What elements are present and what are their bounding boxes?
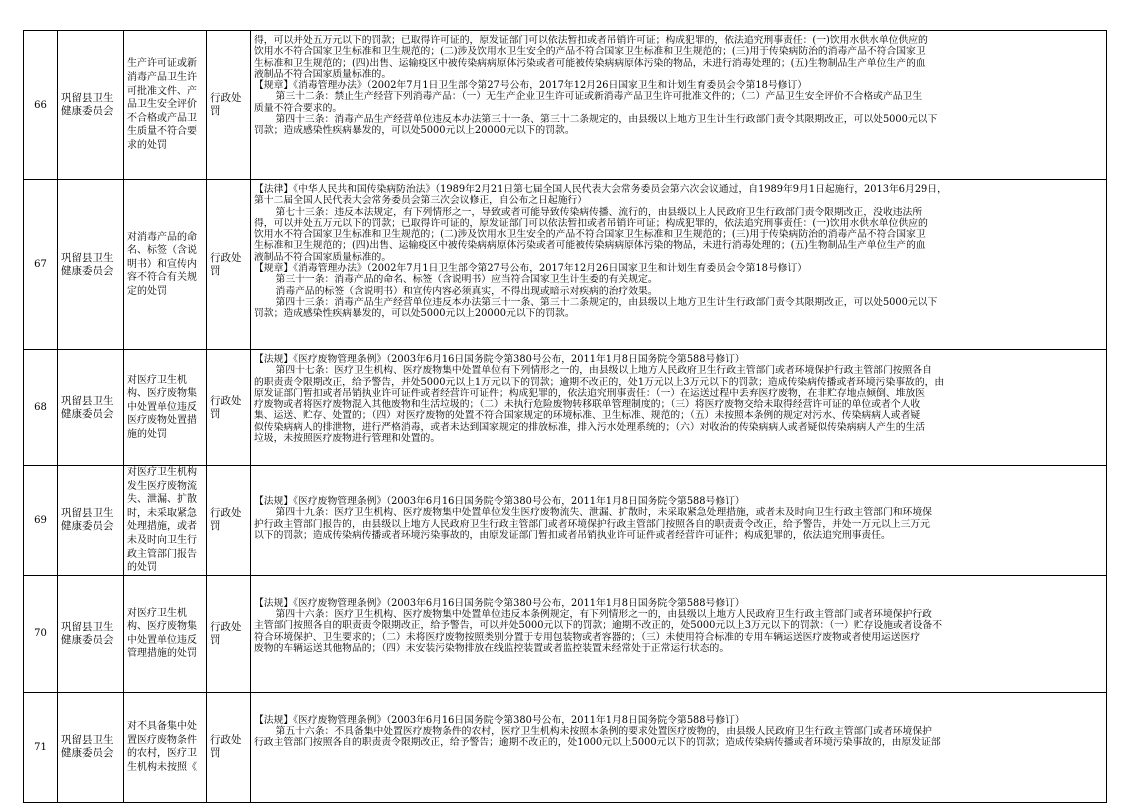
legal-basis-line: 主管部门按照各自的职责责令限期改正，给予警告，可以并处5000元以下的罚款；逾期不改正的，处5000元以上3万元以下的罚款：（一）贮存设施或者设备不 — [254, 620, 942, 632]
legal-basis-line: 的职责责令限期改正，给予警告，并处5000元以上1万元以下的罚款；逾期不改正的，处1万元以上3万元以下的罚款；造成传染病传播或者环境污染事故的，由 — [254, 376, 945, 388]
legal-basis-line: 垃圾，未按照医疗废物进行管理和处置的。 — [254, 433, 441, 445]
item-name: 对医疗卫生机构、医疗废物集中处置单位违反管理措施的处罚 — [124, 575, 207, 692]
legal-basis-line: 液制品不符合国家质量标准的。 — [254, 251, 392, 263]
department-name: 巩留县卫生健康委员会 — [58, 350, 124, 466]
legal-basis-line: 饮用水不符合国家卫生标准和卫生规范的；(二)涉及饮用水卫生安全的产品不符合国家卫生标准和卫生规范的；(三)用于传染病防治的消毒产品不符合国家卫 — [254, 229, 926, 241]
legal-basis-line: 【法律】《中华人民共和国传染病防治法》（1989年2月21日第七届全国人民代表大会常务委员会第六次会议通过，自1989年9月1日起施行，2013年6月29日， — [254, 184, 947, 195]
row-number: 71 — [24, 692, 58, 802]
legal-basis-line: 第四十六条：医疗卫生机构、医疗废物集中处置单位违反本条例规定，有下列情形之一的，由县级以上地方人民政府卫生行政主管部门或者环境保护行政 — [275, 609, 932, 621]
legal-basis-line: 液制品不符合国家质量标准的。 — [254, 68, 392, 80]
enforcement-table — [23, 30, 1107, 803]
legal-basis-line: 消毒产品的标签（含说明书）和宣传内容必须真实，不得出现或暗示对疾病的治疗效果。 — [275, 285, 658, 297]
row-number: 69 — [24, 466, 58, 576]
legal-basis-line: 第四十三条：消毒产品生产经营单位违反本办法第三十一条、第三十二条规定的，由县级以上地方卫生计生行政部门责令其限期改正，可以处5000元以下 — [275, 296, 938, 308]
legal-basis — [251, 31, 1107, 180]
legal-basis-line: 第五十六条：不具备集中处置医疗废物条件的农村，医疗卫生机构未按照本条例的要求处置医疗废物的，由县级人民政府卫生行政主管部门或者环境保护 — [275, 726, 932, 738]
item-type: 行政处罚 — [207, 180, 251, 350]
table-row — [24, 31, 1107, 180]
legal-basis — [251, 575, 1107, 692]
item-name: 对不具备集中处置医疗废物条件的农村，医疗卫生机构未按照《 — [124, 692, 207, 802]
legal-basis-line: 废物的车辆运送其他物品的；（四）未安装污染物排放在线监控装置或者监控装置未经常处于正常运行状态的。 — [254, 642, 730, 654]
row-number: 68 — [24, 350, 58, 466]
table-row — [24, 350, 1107, 466]
item-type: 行政处罚 — [207, 31, 251, 180]
legal-basis-line: 疗废物或者将医疗废物混入其他废物和生活垃圾的；（二）未执行危险废物转移联单管理制度的；（三）将医疗废物交给未取得经营许可证的单位或者个人收 — [254, 399, 921, 411]
legal-basis-line: 第三十二条：禁止生产经营下列消毒产品：（一）无生产企业卫生许可证或新消毒产品卫生许可批准文件的；（二）产品卫生安全评价不合格或产品卫生 — [275, 91, 923, 103]
legal-basis-line: 行政主管部门按照各自的职责责令限期改正，给予警告；逾期不改正的，处1000元以上5000元以下的罚款；造成传染病传播或者环境污染事故的，由原发证部 — [254, 737, 941, 749]
legal-basis-line: 护行政主管部门报告的，由县级以上地方人民政府卫生行政主管部门或者环境保护行政主管部门按照各自的职责责令改正，给予警告，并处一万元以上三万元 — [254, 518, 930, 530]
legal-basis-line: 【规章】《消毒管理办法》（2002年7月1日卫生部令第27号公布，2017年12月26日国家卫生和计划生育委员会令第18号修订） — [254, 80, 808, 92]
legal-basis-line: 第十二届全国人民代表大会常务委员会第三次会议修正，自公布之日起施行） — [254, 195, 588, 207]
legal-basis-line: 第四十三条：消毒产品生产经营单位违反本办法第三十一条、第三十二条规定的，由县级以上地方卫生计生行政部门责令其限期改正，可以处5000元以下 — [275, 114, 938, 126]
row-number: 66 — [24, 31, 58, 180]
department-name: 巩留县卫生健康委员会 — [58, 31, 124, 180]
legal-basis-line: 得，可以并处五万元以下的罚款；已取得许可证的，原发证部门可以依法暂扣或者吊销许可证；构成犯罪的，依法追究刑事责任：(一)饮用水供水单位供应的 — [254, 35, 928, 46]
legal-basis-line: 第三十一条：消毒产品的命名、标签（含说明书）应当符合国家卫生计生委的有关规定。 — [275, 274, 658, 286]
table-row — [24, 692, 1107, 802]
legal-basis-line: 【法规】《医疗废物管理条例》（2003年6月16日国务院令第380号公布，2011年1月8日国务院令第588号修订） — [254, 496, 745, 507]
item-name: 对医疗卫生机构、医疗废物集中处置单位违反医疗废物处置措施的处罚 — [124, 350, 207, 466]
legal-basis-line: 罚款；造成感染性疾病暴发的，可以处5000元以上20000元以下的罚款。 — [254, 308, 575, 320]
legal-basis-line: 第七十三条：违反本法规定，有下列情形之一，导致或者可能导致传染病传播、流行的，由县级以上人民政府卫生行政部门责令限期改正，没收违法所 — [275, 206, 923, 218]
row-number: 70 — [24, 575, 58, 692]
legal-basis-line: 似传染病病人的排泄物，进行严格消毒，或者未达到国家规定的排放标准，排入污水处理系统的；（六）对收治的传染病病人或者疑似传染病病人产生的生活 — [254, 421, 926, 433]
legal-basis — [251, 692, 1107, 802]
table-row — [24, 575, 1107, 692]
legal-basis — [251, 350, 1107, 466]
item-type: 行政处罚 — [207, 350, 251, 466]
legal-basis-line: 罚款；造成感染性疾病暴发的，可以处5000元以上20000元以下的罚款。 — [254, 125, 575, 137]
department-name: 巩留县卫生健康委员会 — [58, 180, 124, 350]
item-name: 对消毒产品的命名、标签（含说明书）和宣传内容不符合有关规定的处罚 — [124, 180, 207, 350]
legal-basis-line: 集、运送、贮存、处置的；（四）对医疗废物的处置不符合国家规定的环境标准、卫生标准、规范的；（五）未按照本条例的规定对污水、传染病病人或者疑 — [254, 410, 921, 422]
legal-basis-line: 【法规】《医疗废物管理条例》（2003年6月16日国务院令第380号公布，2011年1月8日国务院令第588号修订） — [254, 597, 745, 609]
department-name: 巩留县卫生健康委员会 — [58, 466, 124, 576]
legal-basis-line: 生标准和卫生规范的；(四)出售、运输疫区中被传染病病原体污染或者可能被传染病病原体污染的物品，未进行消毒处理的；(五)生物制品生产单位生产的血 — [254, 240, 926, 252]
row-number: 67 — [24, 180, 58, 350]
legal-basis — [251, 180, 1107, 350]
legal-basis-line: 【法规】《医疗废物管理条例》（2003年6月16日国务院令第380号公布，2011年1月8日国务院令第588号修订） — [254, 354, 745, 365]
table-row — [24, 180, 1107, 350]
legal-basis-line: 【法规】《医疗废物管理条例》（2003年6月16日国务院令第380号公布，2011年1月8日国务院令第588号修订） — [254, 714, 745, 726]
legal-basis-line: 第四十七条：医疗卫生机构、医疗废物集中处置单位有下列情形之一的，由县级以上地方人民政府卫生行政主管部门或者环境保护行政主管部门按照各自 — [275, 365, 932, 377]
legal-basis-line: 生标准和卫生规范的；(四)出售、运输疫区中被传染病病原体污染或者可能被传染病病原体污染的物品，未进行消毒处理的；(五)生物制品生产单位生产的血 — [254, 57, 926, 69]
item-name: 对医疗卫生机构发生医疗废物流失、泄漏、扩散时，未采取紧急处理措施，或者未及时向卫生行政主管部门报告的处罚 — [124, 466, 207, 576]
legal-basis-line: 【规章】《消毒管理办法》（2002年7月1日卫生部令第27号公布，2017年12月26日国家卫生和计划生育委员会令第18号修订） — [254, 263, 808, 275]
table-row — [24, 466, 1107, 576]
department-name: 巩留县卫生健康委员会 — [58, 575, 124, 692]
department-name: 巩留县卫生健康委员会 — [58, 692, 124, 802]
item-name: 生产许可证或新消毒产品卫生许可批准文件、产品卫生安全评价不合格或产品卫生质量不符合要求的处罚 — [124, 31, 207, 180]
legal-basis-line: 饮用水不符合国家卫生标准和卫生规范的；(二)涉及饮用水卫生安全的产品不符合国家卫生标准和卫生规范的；(三)用于传染病防治的消毒产品不符合国家卫 — [254, 46, 926, 58]
legal-basis-line: 质量不符合要求的。 — [254, 102, 343, 114]
item-type: 行政处罚 — [207, 575, 251, 692]
legal-basis-line: 以下的罚款；造成传染病传播或者环境污染事故的，由原发证部门暂扣或者吊销执业许可证件或者经营许可证件；构成犯罪的，依法追究刑事责任。 — [254, 529, 891, 541]
item-type: 行政处罚 — [207, 466, 251, 576]
item-type: 行政处罚 — [207, 692, 251, 802]
legal-basis-line: 原发证部门暂扣或者吊销执业许可证件或者经营许可证件；构成犯罪的，依法追究刑事责任：（一）在运送过程中丢弃医疗废物，在非贮存地点倾倒、堆放医 — [254, 387, 926, 399]
legal-basis-line: 符合环境保护、卫生要求的；（二）未将医疗废物按照类别分置于专用包装物或者容器的；（三）未使用符合标准的专用车辆运送医疗废物或者使用运送医疗 — [254, 631, 921, 643]
legal-basis-line: 第四十九条：医疗卫生机构、医疗废物集中处置单位发生医疗废物流失、泄漏、扩散时，未采取紧急处理措施，或者未及时向卫生行政主管部门和环境保 — [275, 507, 932, 519]
legal-basis — [251, 466, 1107, 576]
legal-basis-line: 得，可以并处五万元以下的罚款；已取得许可证的，原发证部门可以依法暂扣或者吊销许可证；构成犯罪的，依法追究刑事责任：(一)饮用水供水单位供应的 — [254, 217, 928, 229]
